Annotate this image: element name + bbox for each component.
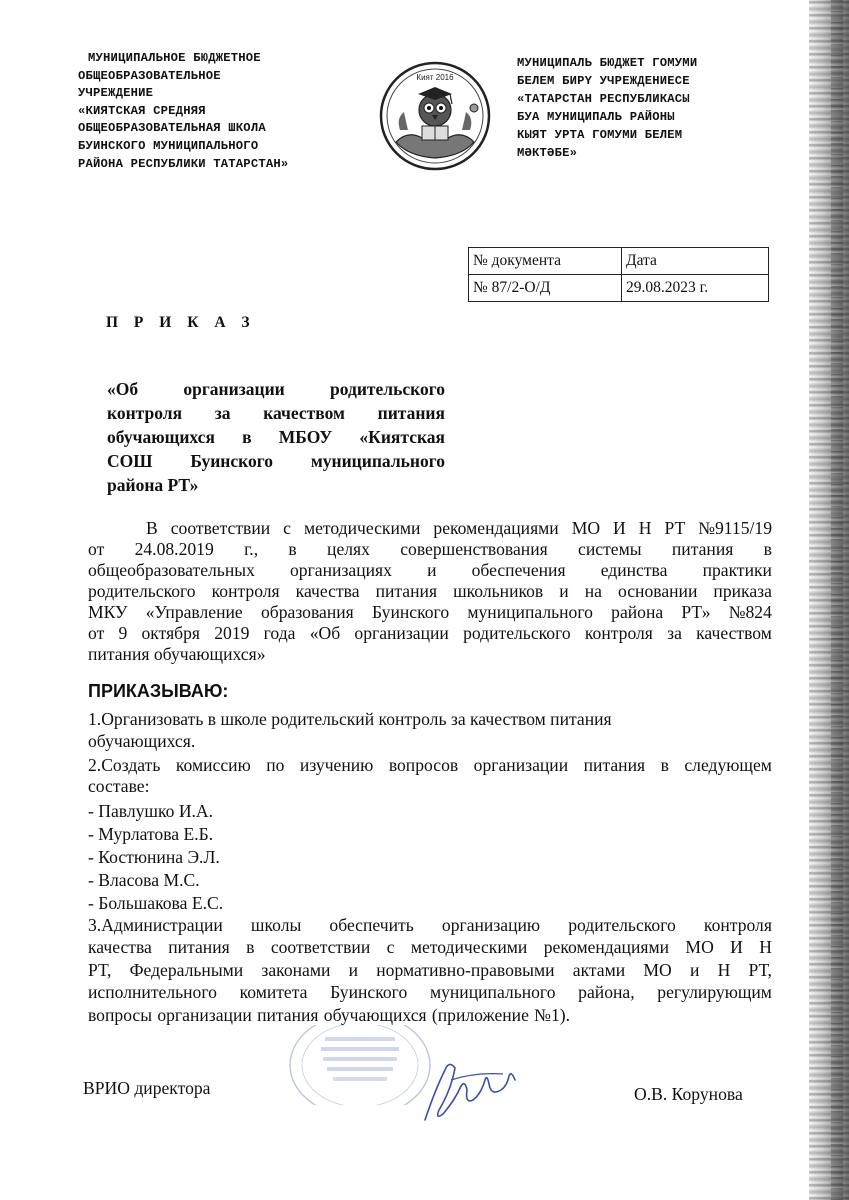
word: практики [702, 560, 772, 580]
word: в [242, 427, 252, 447]
word: муниципального [429, 982, 556, 1003]
word: образования [260, 602, 354, 622]
word: организацию [441, 915, 541, 935]
word: организации [183, 379, 285, 399]
word: питания обучающихся» [88, 644, 266, 664]
word: с [386, 937, 395, 958]
word: контроля [107, 403, 183, 423]
word: №9115/19 [698, 518, 772, 538]
text-line [107, 449, 445, 473]
text-line [88, 959, 772, 981]
scan-edge-noise-dark [831, 0, 843, 1200]
member-item: - Власова М.С. [88, 870, 200, 890]
word: соответствии [270, 937, 371, 958]
word: организации [354, 623, 449, 643]
word: единства [600, 560, 668, 580]
word: И [613, 518, 626, 538]
word: И [730, 937, 743, 958]
word: 9 [118, 623, 128, 643]
text-line [88, 581, 772, 602]
word: района, [578, 982, 635, 1003]
text-line [88, 914, 772, 936]
header-right-line: БЕЛЕМ БИРҮ УЧРЕЖДЕНИЕСЕ [517, 74, 690, 88]
director-signature [415, 1050, 535, 1130]
text-line [88, 755, 772, 776]
word: в [288, 539, 297, 559]
word: «Управление [145, 602, 243, 622]
word: родительского [568, 915, 676, 935]
word: в [246, 937, 255, 958]
word: в [763, 539, 772, 559]
word: обеспечения [471, 560, 566, 580]
word: МО [685, 937, 714, 958]
header-right-line: КЫЯТ УРТА ГОМУМИ БЕЛЕМ [517, 128, 683, 142]
word: системы [578, 539, 642, 559]
text-line [88, 1004, 772, 1026]
word: РТ [664, 518, 686, 538]
word: приказа [713, 581, 772, 601]
word: комиссию [175, 755, 251, 775]
word: организациях [290, 560, 392, 580]
word: питания [168, 937, 230, 958]
scan-edge-noise [809, 0, 849, 1200]
word: (приложение [431, 1004, 529, 1025]
text-line [88, 518, 772, 539]
word: качества [88, 937, 152, 958]
header-right-line: МӘКТӘБЕ» [517, 146, 578, 160]
word: МБОУ [278, 427, 333, 447]
logo-caption: Кият 2016 [416, 73, 454, 82]
word: обучающихся [107, 427, 215, 447]
word: целях [327, 539, 370, 559]
word: качеством [263, 403, 345, 423]
word: качества [295, 581, 360, 601]
word: Н [759, 937, 772, 958]
header-left-line: РАЙОНА РЕСПУБЛИКИ ТАТАРСТАН» [78, 156, 289, 171]
word: актами [572, 959, 626, 980]
word: МО [571, 518, 601, 538]
word: родительского [330, 379, 445, 399]
word: Федеральными [129, 959, 244, 980]
word: «Киятская [359, 427, 445, 447]
header-left-line: ОБЩЕОБРАЗОВАТЕЛЬНОЕ [78, 68, 221, 83]
member-item: - Костюнина Э.Л. [88, 847, 220, 867]
official-stamp [285, 1025, 435, 1105]
text-line [88, 560, 772, 581]
word: РТ» [681, 602, 711, 622]
word: №1). [534, 1004, 571, 1025]
word: г., [244, 539, 259, 559]
word: родительского [88, 581, 196, 601]
word: исполнительного [88, 982, 217, 1003]
word: методическими [410, 937, 528, 958]
word: организации [473, 755, 569, 775]
word: питания [257, 1004, 319, 1025]
word: года [263, 623, 296, 643]
word: методическими [303, 518, 421, 538]
word: изучению [299, 755, 374, 775]
word: муниципального [310, 451, 445, 471]
signature-position: ВРИО директора [83, 1078, 211, 1098]
header-left-line: ОБЩЕОБРАЗОВАТЕЛЬНАЯ ШКОЛА [78, 121, 266, 136]
item-1-line: 1.Организовать в школе родительский контроль за качеством питания [88, 709, 612, 729]
word: за [214, 403, 231, 423]
word: МО [643, 959, 672, 980]
intro-paragraph [88, 518, 772, 665]
word: по [266, 755, 285, 775]
word: 2.Создать [88, 755, 161, 775]
word: контроля [584, 623, 653, 643]
member-item: - Мурлатова Е.Б. [88, 824, 214, 844]
word: района [611, 602, 664, 622]
word: и [559, 581, 569, 601]
word: организации [157, 1004, 252, 1025]
word: за [667, 623, 682, 643]
word: составе: [88, 776, 150, 796]
word: 3.Администрации [88, 915, 223, 935]
word: обеспечить [329, 915, 414, 935]
word: законами [261, 959, 331, 980]
word: школьников [453, 581, 544, 601]
word: №824 [728, 602, 772, 622]
header-right-block [517, 54, 797, 162]
word: контроля [703, 915, 772, 935]
text-line [107, 425, 445, 449]
doc-date-header: Дата [622, 248, 769, 275]
word: питания [671, 539, 734, 559]
word: Буинского [372, 602, 450, 622]
header-left-line: МУНИЦИПАЛЬНОЕ БЮДЖЕТНОЕ [88, 51, 261, 65]
word: Буинского [330, 982, 408, 1003]
header-left-block [78, 50, 378, 173]
word: следующем [684, 755, 772, 775]
word: Буинского [190, 451, 273, 471]
header-left-line: «КИЯТСКАЯ СРЕДНЯЯ [78, 103, 206, 118]
word: РТ, [748, 959, 772, 980]
word: РТ, [88, 959, 112, 980]
header-right-line: «ТАТАРСТАН РЕСПУБЛИКАСЫ [517, 92, 690, 106]
text-line [88, 776, 772, 797]
word: питания [377, 403, 445, 423]
text-line [107, 377, 445, 401]
table-row [469, 275, 769, 302]
word: вопросы [88, 1004, 153, 1025]
item-3-paragraph [88, 914, 772, 1026]
word: и [427, 560, 437, 580]
signature-name: О.В. Корунова [634, 1084, 743, 1104]
text-line [88, 623, 772, 644]
word: качеством [696, 623, 772, 643]
word: от [88, 623, 105, 643]
word: на [584, 581, 602, 601]
header-left-line: БУИНСКОГО МУНИЦИПАЛЬНОГО [78, 138, 259, 153]
word: «Об [107, 379, 139, 399]
word: района РТ» [107, 475, 199, 495]
word: контроля [211, 581, 280, 601]
word: обучающихся [323, 1004, 427, 1025]
word: основании [618, 581, 698, 601]
word: комитета [239, 982, 308, 1003]
order-word: ПРИКАЗЫВАЮ: [88, 681, 229, 701]
word: Н [638, 518, 652, 538]
word: рекомендациями [433, 518, 559, 538]
word: совершенствования [400, 539, 548, 559]
word: СОШ [107, 451, 153, 471]
text-line [88, 602, 772, 623]
word: соответствии [170, 518, 271, 538]
text-line [107, 473, 445, 497]
word: в [660, 755, 669, 775]
word: рекомендациями [543, 937, 670, 958]
doc-number-header: № документа [469, 248, 622, 275]
table-row [469, 248, 769, 275]
word: школы [250, 915, 302, 935]
document-info-table [468, 247, 769, 302]
school-emblem-logo [378, 60, 492, 172]
header-left-line: УЧРЕЖДЕНИЕ [78, 86, 154, 101]
doc-number-value: № 87/2-О/Д [469, 275, 622, 302]
word: и [689, 959, 700, 980]
text-line [107, 401, 445, 425]
text-line [88, 981, 772, 1003]
word: октября [141, 623, 201, 643]
word: питания [375, 581, 438, 601]
word: В [146, 518, 158, 538]
word: регулирующим [657, 982, 772, 1003]
word: МКУ [88, 602, 128, 622]
header-right-line: БУА МУНИЦИПАЛЬ РАЙОНЫ [517, 110, 675, 124]
word: родительского [463, 623, 571, 643]
word: Н [717, 959, 731, 980]
word: питания [583, 755, 646, 775]
word: 24.08.2019 [134, 539, 214, 559]
member-item: - Большакова Е.С. [88, 893, 224, 913]
word: и [348, 959, 359, 980]
document-title: П Р И К А З [106, 314, 256, 331]
text-line [88, 936, 772, 958]
order-subject [107, 377, 445, 497]
word: общеобразовательных [88, 560, 255, 580]
word: муниципального [467, 602, 593, 622]
member-item: - Павлушко И.А. [88, 801, 214, 821]
doc-date-value: 29.08.2023 г. [622, 275, 769, 302]
item-1-line: обучающихся. [88, 731, 196, 751]
word: от [88, 539, 105, 559]
word: 2019 [214, 623, 250, 643]
text-line [88, 539, 772, 560]
word: с [283, 518, 291, 538]
word: нормативно-правовыми [376, 959, 555, 980]
word: «Об [309, 623, 341, 643]
item-2-paragraph [88, 755, 772, 797]
header-right-line: МУНИЦИПАЛЬ БЮДЖЕТ ГОМУМИ [517, 56, 698, 70]
word: вопросов [388, 755, 459, 775]
text-line [88, 644, 772, 665]
